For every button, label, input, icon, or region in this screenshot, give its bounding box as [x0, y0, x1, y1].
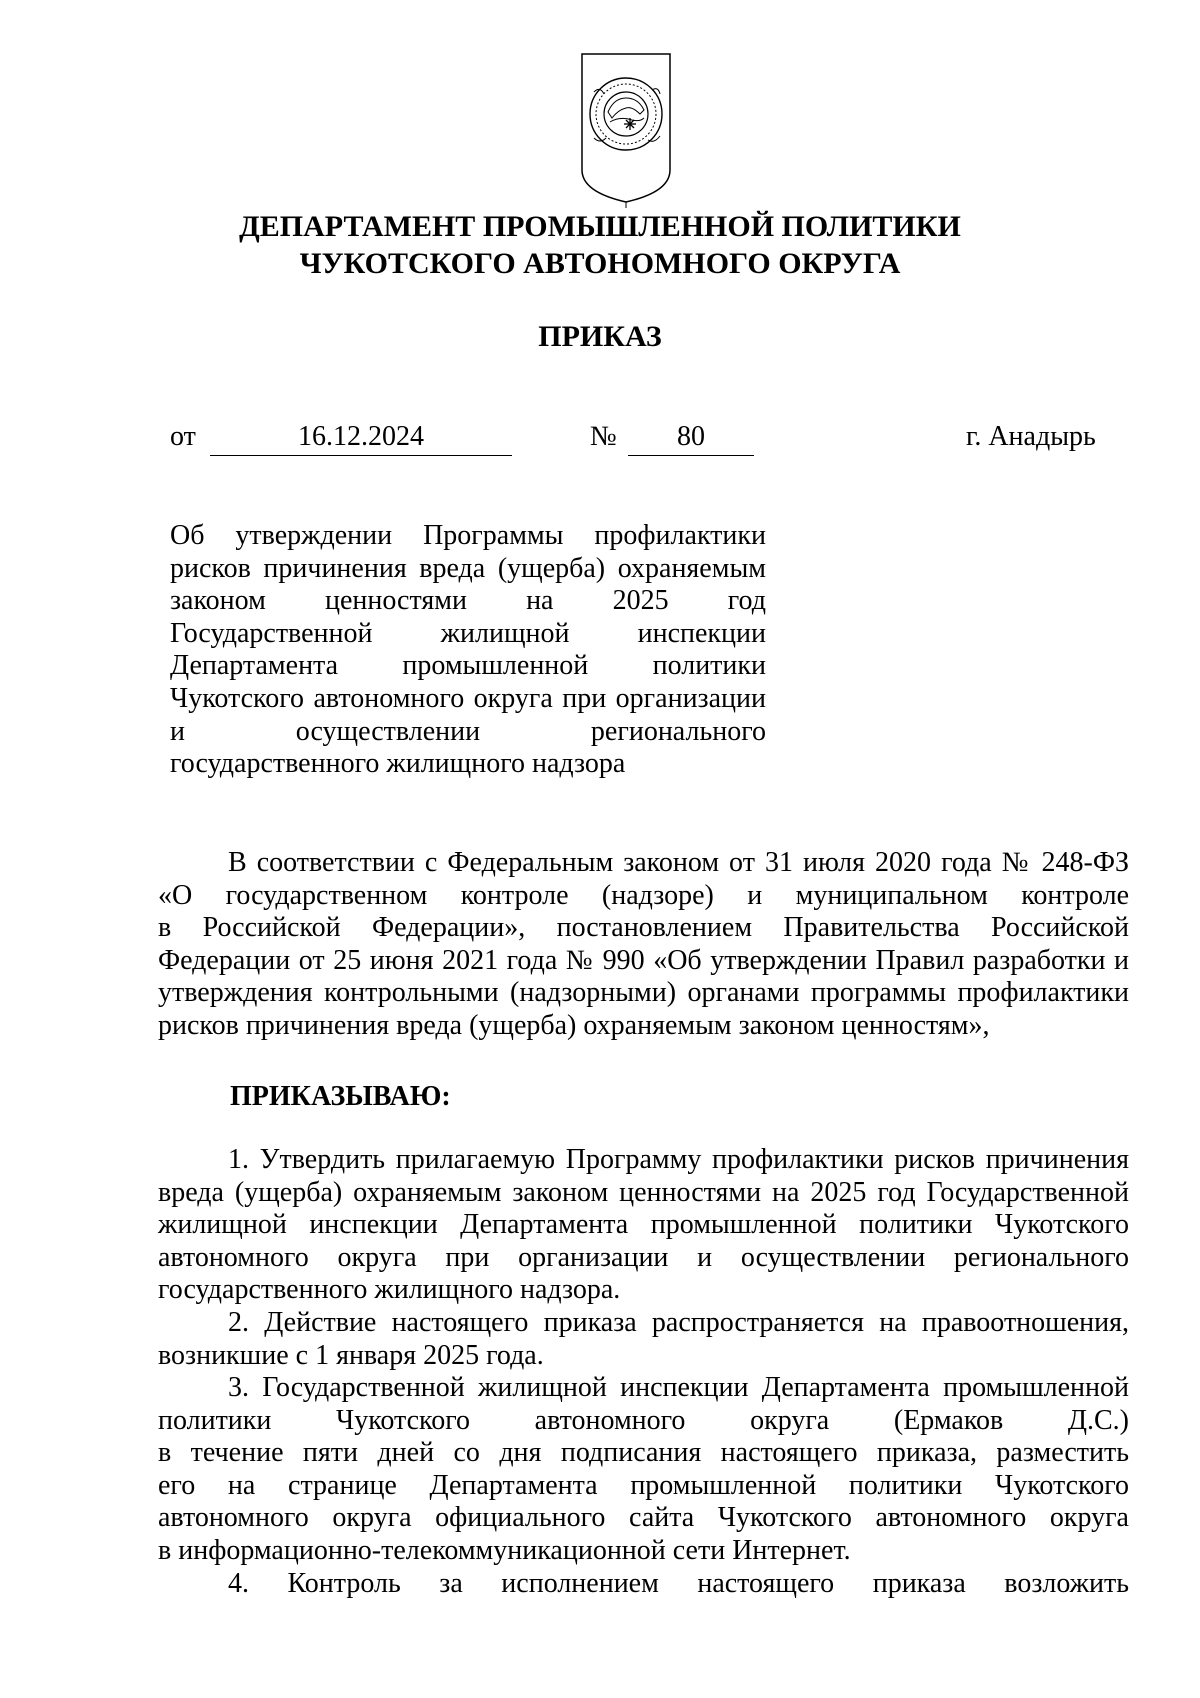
preamble-line: утверждения контрольными (надзорными) органами программы профилактики: [158, 977, 1129, 1009]
item-line: 1. Утвердить прилагаемую Программу профилактики рисков причинения: [228, 1144, 1129, 1175]
subject-line: государственного жилищного надзора: [170, 748, 626, 780]
item-line: в информационно-телекоммуникационной сети Интернет.: [158, 1534, 851, 1566]
header-line-1: ДЕПАРТАМЕНТ ПРОМЫШЛЕННОЙ ПОЛИТИКИ: [239, 210, 961, 243]
department-header: [0, 208, 1200, 282]
subject-line: Чукотского автономного округа при организации: [170, 682, 766, 714]
preamble-line: рисков причинения вреда (ущерба) охраняемым законом ценностям»,: [158, 1009, 990, 1041]
item-line: 3. Государственной жилищной инспекции Департамента промышленной: [228, 1372, 1129, 1403]
document-meta-row: [0, 420, 1200, 460]
item-line: автономного округа при организации и осуществлении регионального: [158, 1241, 1129, 1273]
subject-line: Департамента промышленной политики: [170, 650, 766, 682]
subject-line: Об утверждении Программы профилактики: [170, 520, 766, 551]
item-line: его на странице Департамента промышленной политики Чукотского: [158, 1469, 1129, 1501]
subject-line: законом ценностями на 2025 год: [170, 585, 766, 617]
preamble-line: Федерации от 25 июня 2021 года № 990 «Об утверждении Правил разработки и: [158, 944, 1129, 976]
order-item-1: [158, 1144, 1129, 1307]
document-date: 16.12.2024: [210, 420, 512, 456]
date-label: от: [170, 421, 196, 452]
preamble-line: в Российской Федерации», постановлением Правительства Российской: [158, 912, 1129, 944]
item-line: 2. Действие настоящего приказа распространяется на правоотношения,: [228, 1307, 1129, 1338]
document-number: 80: [628, 420, 754, 456]
preamble-line: В соответствии с Федеральным законом от 31 июля 2020 года № 248-ФЗ: [228, 847, 1129, 878]
item-line: автономного округа официального сайта Чукотского автономного округа: [158, 1502, 1129, 1534]
document-type-title: ПРИКАЗ: [538, 320, 662, 353]
subject-line: Государственной жилищной инспекции: [170, 617, 766, 649]
preamble-paragraph: [158, 847, 1129, 1043]
preamble-line: «О государственном контроле (надзоре) и муниципальном контроле: [158, 879, 1129, 911]
subject-line: и осуществлении регионального: [170, 715, 766, 747]
document-subject: [170, 520, 766, 781]
order-item-2: [158, 1307, 1129, 1372]
item-line: в течение пяти дней со дня подписания настоящего приказа, разместить: [158, 1437, 1129, 1469]
item-line: политики Чукотского автономного округа (Ермаков Д.С.): [158, 1404, 1129, 1436]
number-label: №: [590, 421, 617, 452]
coat-of-arms-emblem: [580, 52, 672, 210]
item-line: вреда (ущерба) охраняемым законом ценностями на 2025 год Государственной: [158, 1176, 1129, 1208]
header-line-2: ЧУКОТСКОГО АВТОНОМНОГО ОКРУГА: [299, 247, 901, 280]
item-line: жилищной инспекции Департамента промышленной политики Чукотского: [158, 1209, 1129, 1241]
order-item-3: [158, 1372, 1129, 1568]
item-line: 4. Контроль за исполнением настоящего приказа возложить: [228, 1568, 1129, 1599]
item-line: возникшие с 1 января 2025 года.: [158, 1339, 544, 1371]
item-line: государственного жилищного надзора.: [158, 1274, 621, 1306]
document-city: г. Анадырь: [966, 421, 1096, 452]
subject-line: рисков причинения вреда (ущерба) охраняемым: [170, 552, 766, 584]
order-item-4: [158, 1568, 1129, 1601]
order-directive: ПРИКАЗЫВАЮ:: [230, 1081, 451, 1112]
